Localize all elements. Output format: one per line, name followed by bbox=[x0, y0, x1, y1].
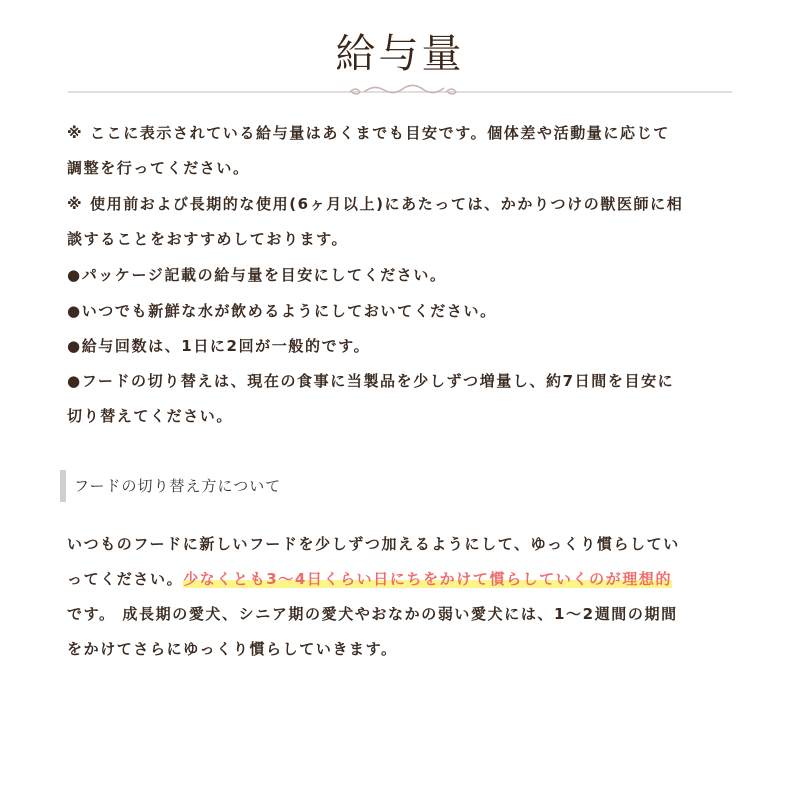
paragraph-line bbox=[67, 569, 672, 589]
paragraph-line: いつものフードに新しいフードを少しずつ加えるようにして、ゆっくり慣らしてい bbox=[67, 535, 680, 553]
note-line: 調整を行ってください。 bbox=[67, 159, 250, 177]
note-line: ※ 使用前および長期的な使用(6ヶ月以上)にあたっては、かかりつけの獣医師に相 bbox=[67, 195, 684, 213]
ornament-divider bbox=[68, 84, 732, 100]
section-subheading: フードの切り替え方について bbox=[60, 470, 281, 502]
highlighted-text: 少なくとも3〜4日くらい日にちをかけて慣らしていくのが理想的 bbox=[183, 570, 673, 588]
paragraph-text: ってください。 bbox=[67, 570, 184, 588]
bullet-item: ●給与回数は、1日に2回が一般的です。 bbox=[67, 337, 371, 355]
paragraph-line: です。 成長期の愛犬、シニア期の愛犬やおなかの弱い愛犬には、1〜2週間の期間 bbox=[67, 605, 678, 623]
note-line: ※ ここに表示されている給与量はあくまでも目安です。個体差や活動量に応じて bbox=[67, 124, 670, 142]
note-line: 談することをおすすめしております。 bbox=[67, 230, 349, 248]
bullet-item: ●いつでも新鮮な水が飲めるようにしておいてください。 bbox=[67, 302, 497, 320]
bullet-item: ●パッケージ記載の給与量を目安にしてください。 bbox=[67, 266, 447, 284]
bullet-item: ●フードの切り替えは、現在の食事に当製品を少しずつ増量し、約7日間を目安に bbox=[67, 372, 675, 390]
paragraph-line: をかけてさらにゆっくり慣らしていきます。 bbox=[67, 640, 398, 658]
bullet-item: 切り替えてください。 bbox=[67, 407, 234, 425]
page-title: 給与量 bbox=[335, 31, 465, 77]
